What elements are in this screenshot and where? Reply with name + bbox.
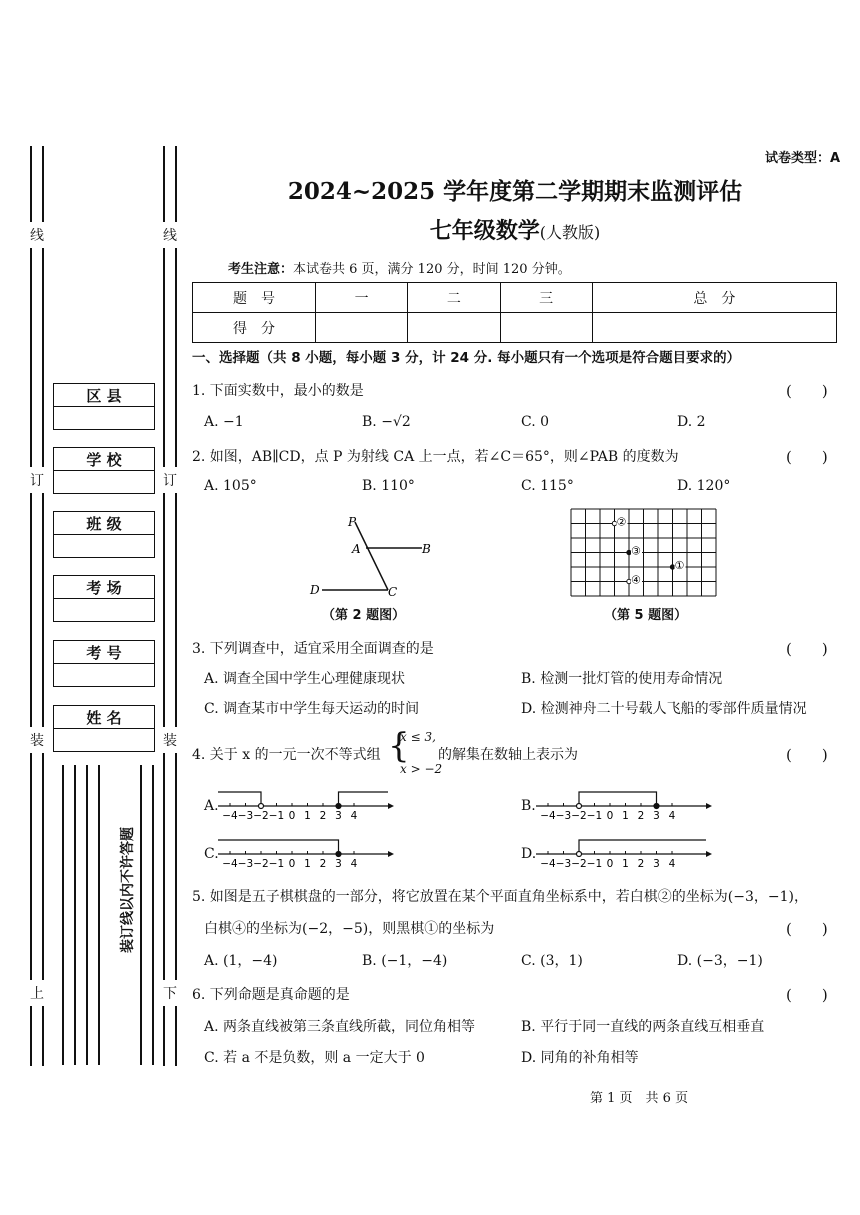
figure-5 (568, 506, 720, 598)
number-line-a (216, 786, 396, 826)
q6-option-b[interactable]: B. 平行于同一直线的两条直线互相垂直 (521, 1019, 765, 1035)
q5-option-a[interactable]: A. (1，−4) (204, 953, 278, 969)
tick-label: −4 (540, 858, 556, 870)
answer-paren[interactable]: ( ) (786, 448, 828, 466)
subtitle-main: 七年级数学 (429, 218, 540, 244)
tick-label: −3 (555, 858, 572, 870)
score-cell[interactable] (500, 313, 592, 343)
inequality-1: x ≤ 3, (400, 730, 436, 744)
binding-notice-text: 装订线以内不许答题 (120, 827, 136, 953)
tick-label: 0 (606, 810, 614, 822)
page-subtitle (190, 214, 840, 245)
q6-option-a[interactable]: A. 两条直线被第三条直线所截，同位角相等 (204, 1019, 476, 1035)
ray-ca (355, 522, 388, 590)
figure-2-caption: （第 2 题图） (322, 608, 406, 623)
q1-option-d[interactable]: D. 2 (677, 414, 706, 430)
tick-label: 1 (304, 810, 311, 822)
subtitle-edition: (人教版) (539, 223, 601, 242)
endpoint (336, 804, 341, 809)
question-4-stem: 4. 关于 x 的一元一次不等式组 (192, 747, 381, 763)
question-2-stem: 2. 如图，AB∥CD，点 P 为射线 CA 上一点，若∠C＝65°，则∠PAB 的度数为 (192, 449, 679, 465)
q3-option-b[interactable]: B. 检测一批灯管的使用寿命情况 (521, 671, 723, 687)
solution-bracket (218, 792, 261, 806)
answer-paren[interactable]: ( ) (786, 986, 828, 1004)
q2-option-b[interactable]: B. 110° (362, 478, 415, 494)
binding-char: 装 (163, 727, 177, 753)
tick-label: 3 (335, 858, 342, 870)
question-1-stem: 1. 下面实数中，最小的数是 (192, 383, 364, 399)
solution-bracket (218, 840, 339, 854)
score-row-label: 得 分 (193, 313, 316, 343)
q2-option-d[interactable]: D. 120° (677, 478, 731, 494)
q3-option-c[interactable]: C. 调查某市中学生每天运动的时间 (204, 701, 420, 717)
binding-line (175, 146, 177, 1066)
q2-option-a[interactable]: A. 105° (204, 478, 257, 494)
tick-label: −1 (268, 858, 285, 870)
q3-option-d[interactable]: D. 检测神舟二十号载人飞船的零部件质量情况 (521, 701, 807, 717)
tick-label: −4 (222, 810, 238, 822)
score-header: 题 号 (193, 283, 316, 313)
info-field-class[interactable]: 班 级 (53, 511, 155, 558)
tick-label: 0 (288, 858, 296, 870)
score-header: 三 (500, 283, 592, 313)
tick-label: −2 (253, 858, 269, 870)
tick-label: −1 (586, 858, 603, 870)
binding-char: 订 (163, 467, 177, 493)
endpoint (259, 804, 264, 809)
binding-char: 线 (30, 222, 44, 248)
tick-label: 0 (606, 858, 614, 870)
q1-option-a[interactable]: A. −1 (204, 414, 244, 430)
answer-paren[interactable]: ( ) (786, 920, 828, 938)
answer-paren[interactable]: ( ) (786, 640, 828, 658)
tick-label: −3 (555, 810, 572, 822)
question-6-stem: 6. 下列命题是真命题的是 (192, 987, 350, 1003)
label-d: D (310, 583, 320, 597)
label-b: B (422, 542, 431, 556)
question-4-stem-post: 的解集在数轴上表示为 (438, 747, 578, 763)
tick-label: 2 (637, 858, 645, 870)
answer-paren[interactable]: ( ) (786, 382, 828, 400)
q2-option-c[interactable]: C. 115° (521, 478, 574, 494)
answer-paren[interactable]: ( ) (786, 746, 828, 764)
score-cell[interactable] (592, 313, 836, 343)
endpoint (336, 852, 341, 857)
figure-5-caption: （第 5 题图） (604, 608, 688, 623)
q1-option-c[interactable]: C. 0 (521, 414, 550, 430)
tick-label: 3 (653, 810, 660, 822)
binding-char: 装 (30, 727, 44, 753)
q5-option-b[interactable]: B. (−1，−4) (362, 953, 448, 969)
tick-label: 2 (319, 810, 327, 822)
score-cell[interactable] (408, 313, 500, 343)
tick-label: −2 (253, 810, 269, 822)
q4-option-a[interactable]: A. (204, 798, 219, 814)
tick-label: 1 (622, 858, 629, 870)
tick-label: 3 (653, 858, 660, 870)
score-header: 一 (316, 283, 408, 313)
number-line-d (534, 834, 714, 874)
q5-option-c[interactable]: C. (3，1) (521, 953, 583, 969)
info-field-name[interactable]: 姓 名 (53, 705, 155, 752)
endpoint (577, 804, 582, 809)
tick-label: 2 (319, 858, 327, 870)
q4-option-b[interactable]: B. (521, 798, 536, 814)
binding-line (42, 146, 44, 1066)
q5-option-d[interactable]: D. (−3，−1) (677, 953, 763, 969)
question-3-stem: 3. 下列调查中，适宜采用全面调查的是 (192, 641, 434, 657)
tick-label: −3 (237, 858, 254, 870)
score-cell[interactable] (316, 313, 408, 343)
score-header: 总 分 (592, 283, 836, 313)
tick-label: −1 (268, 810, 285, 822)
binding-char: 订 (30, 467, 44, 493)
tick-label: 1 (304, 858, 311, 870)
binding-char: 线 (163, 222, 177, 248)
tick-label: 4 (350, 810, 358, 822)
q1-option-b[interactable]: B. −√2 (362, 414, 411, 430)
figure-2 (300, 510, 450, 602)
info-field-district[interactable]: 区 县 (53, 383, 155, 430)
tick-label: 4 (350, 858, 358, 870)
label-c: C (388, 585, 398, 599)
solution-bracket (579, 840, 706, 854)
board-grid (571, 509, 716, 596)
binding-line (30, 146, 32, 1066)
binding-char: 下 (163, 980, 177, 1006)
white-stone-2-label: ② (616, 515, 627, 529)
q6-option-d[interactable]: D. 同角的补角相等 (521, 1050, 639, 1066)
number-line-b (534, 786, 714, 826)
label-a: A (352, 542, 361, 556)
tick-label: 4 (668, 810, 676, 822)
binding-line (163, 146, 165, 1066)
tick-label: −2 (571, 810, 587, 822)
section-heading: 一、选择题（共 8 小题，每小题 3 分，计 24 分. 每小题只有一个选项是符合题目要求的） (192, 350, 741, 366)
question-5-stem: 5. 如图是五子棋棋盘的一部分，将它放置在某个平面直角坐标系中，若白棋②的坐标为(−3，−1)， (192, 889, 809, 905)
q6-option-c[interactable]: C. 若 a 不是负数，则 a 一定大于 0 (204, 1050, 425, 1066)
axis-arrow (388, 803, 394, 809)
paper-type: 试卷类型：A (764, 151, 840, 166)
q4-option-d[interactable]: D. (521, 846, 537, 862)
page-footer: 第 1 页 共 6 页 (590, 1091, 689, 1106)
question-5-stem-2: 白棋④的坐标为(−2，−5)，则黑棋①的坐标为 (204, 921, 495, 937)
q4-option-c[interactable]: C. (204, 846, 219, 862)
solution-bracket (339, 792, 389, 806)
page-title: 2024~2025 学年度第二学期期末监测评估 (287, 178, 743, 205)
q3-option-a[interactable]: A. 调查全国中学生心理健康现状 (204, 671, 406, 687)
tick-label: −3 (237, 810, 254, 822)
stone-3-label: ③ (631, 544, 641, 558)
axis-arrow (388, 851, 394, 857)
info-field-exam-number[interactable]: 考 号 (53, 640, 155, 687)
black-stone-1-label: ① (674, 559, 685, 572)
tick-label: 1 (622, 810, 629, 822)
axis-arrow (706, 803, 712, 809)
binding-lines-lower (62, 765, 152, 1065)
tick-label: 2 (637, 810, 645, 822)
tick-label: 3 (335, 810, 342, 822)
label-p: P (348, 515, 357, 529)
info-field-exam-room[interactable]: 考 场 (53, 575, 155, 622)
axis-arrow (706, 851, 712, 857)
binding-char: 上 (30, 980, 44, 1006)
tick-label: −1 (586, 810, 603, 822)
tick-label: −4 (222, 858, 238, 870)
solution-bracket (579, 792, 657, 806)
exam-notice: 考生注意：本试卷共 6 页，满分 120 分，时间 120 分钟。 (228, 262, 571, 277)
white-stone-4-label: ④ (631, 573, 641, 587)
tick-label: 0 (288, 810, 296, 822)
endpoint (654, 804, 659, 809)
score-header: 二 (408, 283, 500, 313)
inequality-2: x > −2 (400, 762, 443, 776)
score-table (192, 282, 837, 343)
number-line-c (216, 834, 396, 874)
endpoint (577, 852, 582, 857)
tick-label: 4 (668, 858, 676, 870)
tick-label: −2 (571, 858, 587, 870)
tick-label: −4 (540, 810, 556, 822)
info-field-school[interactable]: 学 校 (53, 447, 155, 494)
